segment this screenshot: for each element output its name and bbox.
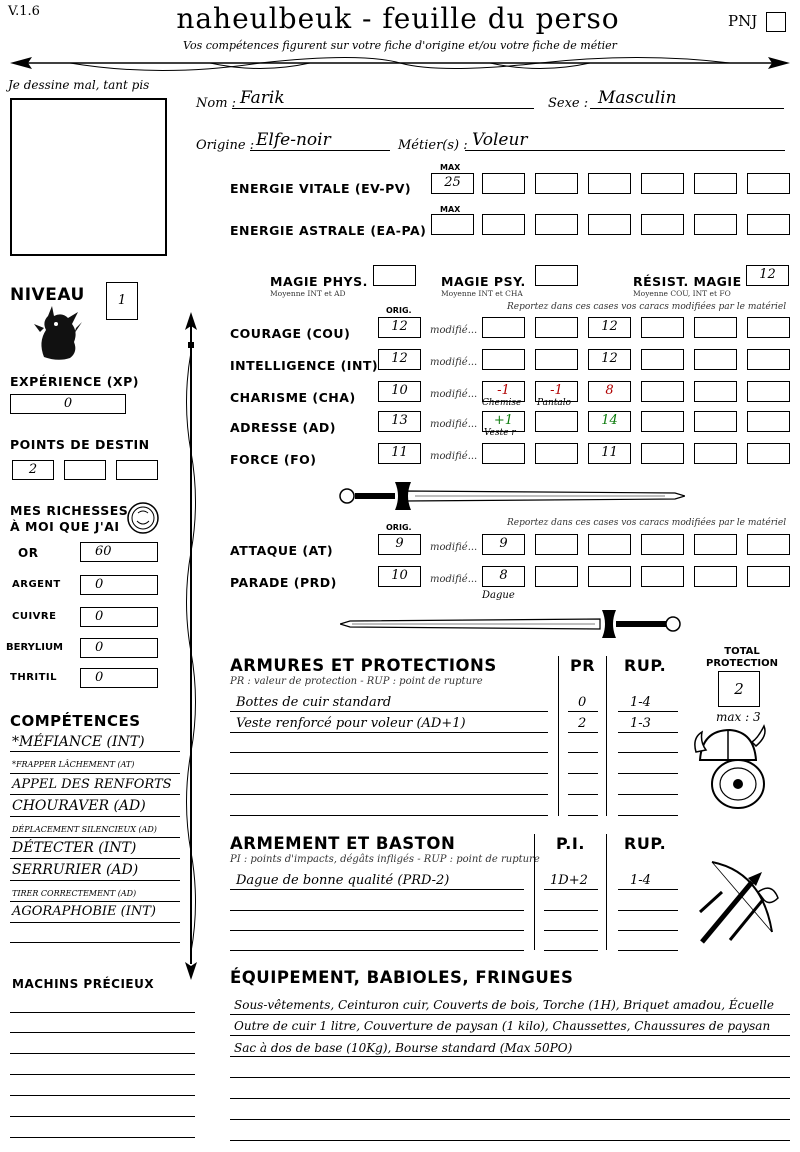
resist-magie-note: Moyenne COU, INT et FO xyxy=(633,289,731,298)
ev-label: ENERGIE VITALE (EV-PV) xyxy=(230,181,412,196)
stat-orig-box[interactable] xyxy=(378,317,421,338)
precious-line xyxy=(10,1074,195,1075)
attaque-mod-box[interactable] xyxy=(535,534,578,555)
parade-orig-value: 10 xyxy=(391,568,408,583)
ev-box[interactable] xyxy=(747,173,790,194)
armures-col-divider xyxy=(606,656,607,816)
stat-orig-box[interactable] xyxy=(378,349,421,370)
stat-mod-box[interactable] xyxy=(641,381,684,402)
stat-orig-box[interactable] xyxy=(378,443,421,464)
stat-mod-box[interactable] xyxy=(535,317,578,338)
attaque-mod-box[interactable] xyxy=(588,534,631,555)
argent-value: 0 xyxy=(95,577,104,592)
equipment-line xyxy=(230,1140,790,1141)
argent-label: ARGENT xyxy=(12,579,61,590)
stat-mod-value xyxy=(483,350,524,369)
attaque-label: ATTAQUE (AT) xyxy=(230,543,334,558)
niveau-value: 1 xyxy=(117,293,127,308)
stat-orig-box[interactable] xyxy=(378,411,421,432)
skill-item: CHOURAVER (AD) xyxy=(12,798,146,814)
destin-box[interactable] xyxy=(12,460,54,480)
ea-max-value xyxy=(432,215,473,234)
magie-psy-value xyxy=(536,266,577,285)
destin-value xyxy=(65,461,105,479)
stat-mod-value xyxy=(536,412,577,431)
parade-orig-box[interactable] xyxy=(378,566,421,587)
thritil-value: 0 xyxy=(95,670,104,685)
skill-item: SERRURIER (AD) xyxy=(12,862,139,878)
skill-line xyxy=(10,880,180,881)
sword-divider-icon xyxy=(335,478,685,512)
modifie-label: modifié... xyxy=(430,419,478,430)
thritil-box[interactable] xyxy=(80,668,158,688)
modifie-label: modifié... xyxy=(430,574,478,585)
berylium-box[interactable] xyxy=(80,638,158,658)
skill-item: AGORAPHOBIE (INT) xyxy=(12,904,156,919)
stat-mod-box[interactable] xyxy=(694,349,737,370)
stat-orig-value: 11 xyxy=(391,445,408,460)
parade-mod-caption: Dague xyxy=(482,590,515,601)
armor-line xyxy=(230,732,548,733)
nom-line xyxy=(232,108,534,109)
cuivre-label: CUIVRE xyxy=(12,611,57,622)
attaque-mod-box[interactable] xyxy=(694,534,737,555)
niveau-label: NIVEAU xyxy=(10,285,85,305)
resist-magie-box[interactable] xyxy=(746,265,789,286)
ea-box[interactable] xyxy=(588,214,631,235)
stat-mod-box[interactable] xyxy=(641,349,684,370)
stat-mod-value: 8 xyxy=(605,383,614,398)
ev-box[interactable] xyxy=(694,173,737,194)
destin-value xyxy=(117,461,157,479)
niveau-box[interactable] xyxy=(106,282,138,320)
skill-item: DÉPLACEMENT SILENCIEUX (AD) xyxy=(12,825,157,834)
resist-magie-label: RÉSIST. MAGIE xyxy=(633,274,742,289)
equipment-line xyxy=(230,1035,790,1036)
nom-value[interactable]: Farik xyxy=(240,88,285,108)
stat-mod-value xyxy=(536,444,577,463)
armor-name: Veste renforcé pour voleur (AD+1) xyxy=(236,716,466,731)
ea-label: ENERGIE ASTRALE (EA-PA) xyxy=(230,223,427,238)
equipment-line xyxy=(230,1014,790,1015)
modifie-label: modifié... xyxy=(430,357,478,368)
weapon-line xyxy=(230,889,524,890)
weapon-line xyxy=(544,930,598,931)
armor-line xyxy=(230,773,548,774)
armor-line xyxy=(568,794,598,795)
stat-mod-box[interactable] xyxy=(747,349,790,370)
destin-box[interactable] xyxy=(116,460,158,480)
xp-label: EXPÉRIENCE (XP) xyxy=(10,374,139,389)
resist-magie-value: 12 xyxy=(759,267,776,282)
weapon-line xyxy=(618,950,678,951)
equipment-line xyxy=(230,1077,790,1078)
metier-label: Métier(s) : xyxy=(398,138,468,153)
berylium-label: BERYLIUM xyxy=(6,642,64,653)
combat-note: Reportez dans ces cases vos caracs modifiées par le matériel xyxy=(507,518,787,528)
modifie-label: modifié... xyxy=(430,451,478,462)
armement-col-divider xyxy=(606,834,607,950)
richesses-label-1: MES RICHESSES xyxy=(10,503,129,518)
portrait-box[interactable] xyxy=(10,98,167,256)
stat-mod-box[interactable] xyxy=(694,411,737,432)
equipment-line-text: Sac à dos de base (10Kg), Bourse standard (Max 50PO) xyxy=(234,1041,573,1055)
stat-mod-value: 12 xyxy=(601,351,618,366)
parade-mod-box[interactable] xyxy=(482,566,525,587)
weapon-rup: 1-4 xyxy=(630,873,651,888)
skill-line xyxy=(10,816,180,817)
weapon-line xyxy=(230,930,524,931)
skill-line xyxy=(10,858,180,859)
parade-mod-box[interactable] xyxy=(694,566,737,587)
sexe-line xyxy=(590,108,784,109)
weapon-line xyxy=(230,950,524,951)
precious-line xyxy=(10,1095,195,1096)
ev-box[interactable] xyxy=(588,173,631,194)
armor-rup: 1-4 xyxy=(630,695,651,710)
stat-mod-box[interactable] xyxy=(535,349,578,370)
modifie-label: modifié... xyxy=(430,542,478,553)
stat-mod-caption: Veste r xyxy=(484,428,516,438)
armures-rup-header: RUP. xyxy=(624,656,667,675)
skill-line xyxy=(10,922,180,923)
skill-item: DÉTECTER (INT) xyxy=(12,840,137,856)
total-protection-label xyxy=(702,646,782,670)
stat-mod-box[interactable] xyxy=(588,443,631,464)
stat-label: FORCE (FO) xyxy=(230,452,317,467)
attaque-orig-value: 9 xyxy=(395,536,404,551)
magie-psy-label: MAGIE PSY. xyxy=(441,274,526,289)
skill-line xyxy=(10,942,180,943)
version-label: V.1.6 xyxy=(8,4,40,19)
stat-label: ADRESSE (AD) xyxy=(230,420,337,435)
ev-box[interactable] xyxy=(535,173,578,194)
armures-title: ARMURES ET PROTECTIONS xyxy=(230,656,497,675)
armures-pr-header: PR xyxy=(570,656,596,675)
armures-col-divider xyxy=(558,656,559,816)
weapon-line xyxy=(618,889,678,890)
armor-line xyxy=(230,752,548,753)
stat-mod-box[interactable] xyxy=(588,411,631,432)
attaque-mod-box[interactable] xyxy=(482,534,525,555)
ev-box[interactable] xyxy=(641,173,684,194)
ev-max-value: 25 xyxy=(444,175,461,190)
stat-orig-box[interactable] xyxy=(378,381,421,402)
pnj-checkbox[interactable] xyxy=(766,12,786,32)
armement-rup-header: RUP. xyxy=(624,834,667,853)
armor-line xyxy=(568,752,598,753)
modifie-label: modifié... xyxy=(430,389,478,400)
total-protection-value: 2 xyxy=(734,680,744,698)
destin-label: POINTS DE DESTIN xyxy=(10,437,150,452)
equipment-line xyxy=(230,1119,790,1120)
origine-line xyxy=(250,150,390,151)
cuivre-value: 0 xyxy=(95,609,104,624)
armor-line xyxy=(230,711,548,712)
armor-line xyxy=(618,794,678,795)
armor-rup: 1-3 xyxy=(630,716,651,731)
stat-mod-box[interactable] xyxy=(588,317,631,338)
argent-box[interactable] xyxy=(80,575,158,595)
parade-label: PARADE (PRD) xyxy=(230,575,337,590)
stat-mod-box[interactable] xyxy=(588,381,631,402)
parade-mod-box[interactable] xyxy=(588,566,631,587)
equipment-line xyxy=(230,1056,790,1057)
destin-box[interactable] xyxy=(64,460,106,480)
armor-line xyxy=(568,773,598,774)
stat-mod-box[interactable] xyxy=(747,411,790,432)
modifie-label: modifié... xyxy=(430,325,478,336)
dragon-icon xyxy=(34,302,82,362)
spear-divider-top xyxy=(10,52,790,78)
ea-box[interactable] xyxy=(641,214,684,235)
armor-line xyxy=(568,815,598,816)
or-label: OR xyxy=(18,546,39,560)
parade-mod-box[interactable] xyxy=(641,566,684,587)
stat-orig-value: 12 xyxy=(391,319,408,334)
ev-max-box[interactable] xyxy=(431,173,474,194)
equipement-title: ÉQUIPEMENT, BABIOLES, FRINGUES xyxy=(230,968,574,987)
weapons-icon xyxy=(692,852,782,952)
page-title: naheulbeuk - feuille du perso xyxy=(176,2,620,35)
stat-mod-box[interactable] xyxy=(641,317,684,338)
metier-value[interactable]: Voleur xyxy=(472,130,528,150)
stat-mod-box[interactable] xyxy=(747,443,790,464)
total-label-line: TOTAL xyxy=(724,646,760,657)
stat-orig-value: 13 xyxy=(391,413,408,428)
weapon-line xyxy=(618,930,678,931)
thritil-label: THRITIL xyxy=(10,672,58,683)
armor-pr: 2 xyxy=(578,716,587,731)
xp-box[interactable] xyxy=(10,394,126,414)
stat-mod-box[interactable] xyxy=(482,349,525,370)
sword-divider-icon xyxy=(340,606,685,640)
coin-icon xyxy=(126,501,160,535)
total-label-line: PROTECTION xyxy=(706,658,778,669)
spear-vertical xyxy=(180,312,202,980)
parade-mod-value: 8 xyxy=(499,568,508,583)
stat-mod-box[interactable] xyxy=(694,317,737,338)
weapon-line xyxy=(544,950,598,951)
stat-mod-value: 12 xyxy=(601,319,618,334)
ea-box[interactable] xyxy=(535,214,578,235)
armement-note: PI : points d'impacts, dégâts infligés - RUP : point de rupture xyxy=(230,854,540,865)
armor-line xyxy=(618,732,678,733)
origine-label: Origine : xyxy=(196,138,255,153)
precious-line xyxy=(10,1053,195,1054)
skill-line xyxy=(10,773,180,774)
stat-mod-value xyxy=(536,318,577,337)
stat-mod-box[interactable] xyxy=(482,317,525,338)
magie-phys-label: MAGIE PHYS. xyxy=(270,274,368,289)
weapon-pi: 1D+2 xyxy=(550,873,588,888)
combat-orig-label: ORIG. xyxy=(386,523,412,532)
helmet-shield-icon xyxy=(694,722,774,812)
weapon-line xyxy=(544,889,598,890)
destin-value: 2 xyxy=(28,462,38,477)
stat-orig-value: 10 xyxy=(391,383,408,398)
stat-mod-value xyxy=(483,444,524,463)
magie-psy-box[interactable] xyxy=(535,265,578,286)
stat-mod-box[interactable] xyxy=(747,381,790,402)
ea-max-label: MAX xyxy=(440,205,461,214)
weapon-line xyxy=(618,910,678,911)
ea-max-box[interactable] xyxy=(431,214,474,235)
total-protection-box[interactable] xyxy=(718,671,760,707)
stat-label: INTELLIGENCE (INT) xyxy=(230,358,379,373)
armor-pr: 0 xyxy=(578,695,587,710)
magie-psy-note: Moyenne INT et CHA xyxy=(441,289,523,298)
skill-line xyxy=(10,901,180,902)
armor-name: Bottes de cuir standard xyxy=(236,695,392,710)
portrait-label: Je dessine mal, tant pis xyxy=(8,78,150,92)
berylium-value: 0 xyxy=(95,640,104,655)
or-value: 60 xyxy=(95,544,112,559)
machins-precieux-title: MACHINS PRÉCIEUX xyxy=(12,977,155,991)
skill-item: TIRER CORRECTEMENT (AD) xyxy=(12,889,137,898)
ea-box[interactable] xyxy=(482,214,525,235)
stat-mod-caption: Chemise xyxy=(482,398,522,408)
stat-mod-box[interactable] xyxy=(747,317,790,338)
competences-title: COMPÉTENCES xyxy=(10,712,141,730)
precious-line xyxy=(10,1137,195,1138)
armor-line xyxy=(568,711,598,712)
stat-mod-caption: Pantalo xyxy=(537,398,572,408)
stat-label: COURAGE (COU) xyxy=(230,326,351,341)
stat-mod-box[interactable] xyxy=(588,349,631,370)
skill-line xyxy=(10,751,180,752)
richesses-label-2: À MOI QUE J'AI xyxy=(10,519,120,534)
stat-mod-value: 11 xyxy=(601,445,618,460)
skill-item: *FRAPPER LÂCHEMENT (AT) xyxy=(12,760,135,769)
sexe-label: Sexe : xyxy=(548,96,589,111)
stat-mod-box[interactable] xyxy=(535,443,578,464)
armures-note: PR : valeur de protection - RUP : point de rupture xyxy=(230,676,483,687)
magie-phys-value xyxy=(374,266,415,285)
stat-mod-value xyxy=(536,350,577,369)
xp-value: 0 xyxy=(63,396,73,411)
or-box[interactable] xyxy=(80,542,158,562)
skill-item: *MÉFIANCE (INT) xyxy=(12,734,145,750)
stat-mod-value: -1 xyxy=(497,383,510,398)
armement-pi-header: P.I. xyxy=(556,834,585,853)
stat-mod-box[interactable] xyxy=(694,443,737,464)
ea-box[interactable] xyxy=(694,214,737,235)
armor-line xyxy=(230,815,548,816)
precious-line xyxy=(10,1116,195,1117)
pnj-label: PNJ xyxy=(728,12,758,30)
stat-orig-value: 12 xyxy=(391,351,408,366)
attaque-mod-value: 9 xyxy=(499,536,508,551)
magie-phys-box[interactable] xyxy=(373,265,416,286)
magie-phys-note: Moyenne INT et AD xyxy=(270,289,346,298)
stat-mod-box[interactable] xyxy=(535,411,578,432)
stats-orig-label: ORIG. xyxy=(386,306,412,315)
nom-label: Nom : xyxy=(196,96,237,111)
stat-mod-box[interactable] xyxy=(694,381,737,402)
page-subtitle: Vos compétences figurent sur votre fiche d'origine et/ou votre fiche de métier xyxy=(183,39,617,52)
equipment-line-text: Outre de cuir 1 litre, Couverture de paysan (1 kilo), Chaussettes, Chaussures de paysan xyxy=(234,1019,771,1033)
stat-mod-box[interactable] xyxy=(641,443,684,464)
stat-mod-value: 14 xyxy=(601,413,618,428)
stat-label: CHARISME (CHA) xyxy=(230,390,356,405)
armor-line xyxy=(568,732,598,733)
armor-line xyxy=(230,794,548,795)
skill-item: APPEL DES RENFORTS xyxy=(12,777,172,792)
attaque-mod-box[interactable] xyxy=(747,534,790,555)
ev-max-label: MAX xyxy=(440,163,461,172)
equipment-line xyxy=(230,1098,790,1099)
origine-value[interactable]: Elfe-noir xyxy=(256,130,331,150)
skill-line xyxy=(10,794,180,795)
stat-mod-box[interactable] xyxy=(482,443,525,464)
ea-box[interactable] xyxy=(747,214,790,235)
weapon-line xyxy=(544,910,598,911)
parade-mod-box[interactable] xyxy=(535,566,578,587)
stat-mod-value xyxy=(483,318,524,337)
armor-line xyxy=(618,815,678,816)
precious-line xyxy=(10,1012,195,1013)
attaque-orig-box[interactable] xyxy=(378,534,421,555)
total-protection-max: max : 3 xyxy=(716,710,761,724)
skill-line xyxy=(10,837,180,838)
weapon-name: Dague de bonne qualité (PRD-2) xyxy=(236,873,450,888)
metier-line xyxy=(465,150,785,151)
parade-mod-box[interactable] xyxy=(747,566,790,587)
sexe-value[interactable]: Masculin xyxy=(598,88,677,108)
ev-box[interactable] xyxy=(482,173,525,194)
armor-line xyxy=(618,773,678,774)
equipment-line-text: Sous-vêtements, Ceinturon cuir, Couverts de bois, Torche (1H), Briquet amadou, Écuelle xyxy=(234,998,774,1012)
armor-line xyxy=(618,752,678,753)
armement-col-divider xyxy=(534,834,535,950)
stat-mod-value: +1 xyxy=(493,413,514,428)
stats-note: Reportez dans ces cases vos caracs modifiées par le matériel xyxy=(507,302,787,312)
weapon-line xyxy=(230,910,524,911)
armement-title: ARMEMENT ET BASTON xyxy=(230,834,456,853)
precious-line xyxy=(10,1032,195,1033)
attaque-mod-box[interactable] xyxy=(641,534,684,555)
armor-line xyxy=(618,711,678,712)
stat-mod-value: -1 xyxy=(550,383,563,398)
stat-mod-box[interactable] xyxy=(641,411,684,432)
cuivre-box[interactable] xyxy=(80,607,158,627)
